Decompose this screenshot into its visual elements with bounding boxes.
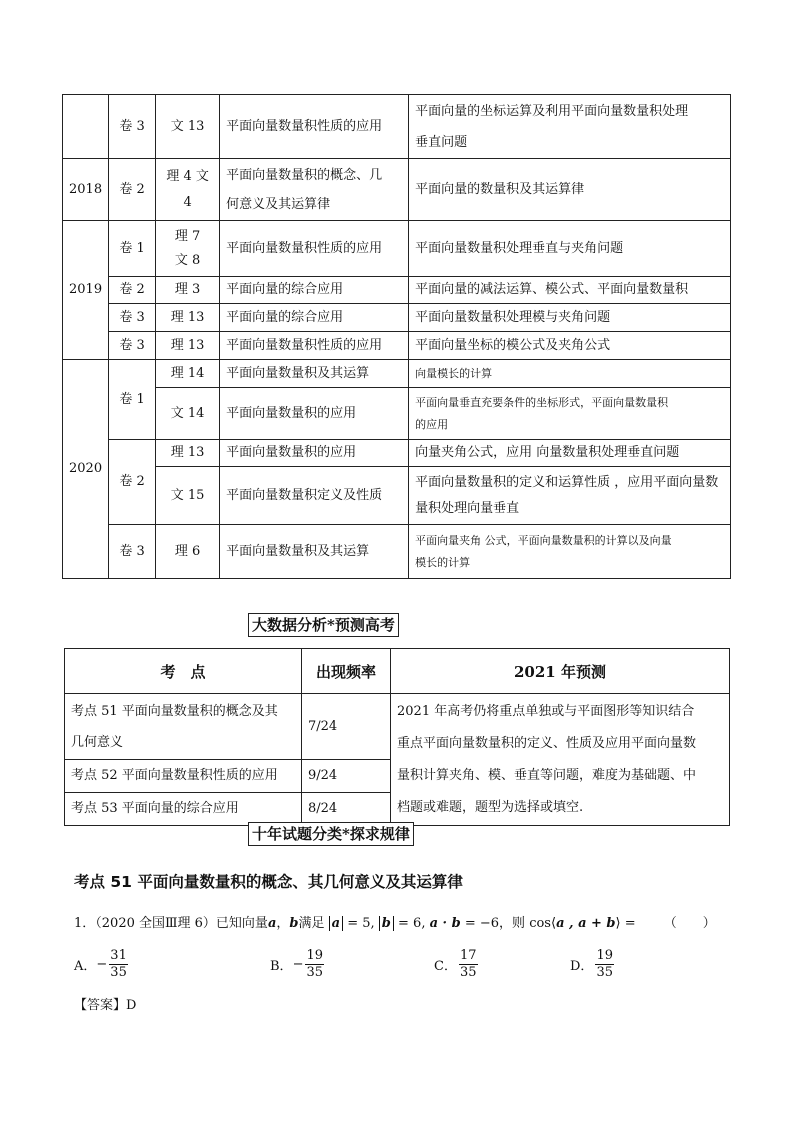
question-cell: 理 13 <box>156 304 220 332</box>
paper-cell: 卷 3 <box>109 332 156 360</box>
question-cell: 理 3 <box>156 277 220 304</box>
year-cell <box>63 95 109 159</box>
question-cell: 理 7 文 8 <box>156 221 220 277</box>
table-row <box>65 694 730 760</box>
table-row <box>63 332 731 360</box>
topic-cell: 平面向量数量积及其运算 <box>220 525 409 579</box>
exam-history-table <box>62 94 731 579</box>
detail-cell: 平面向量数量积处理垂直与夹角问题 <box>409 221 731 277</box>
frequency-cell: 7/24 <box>302 694 391 760</box>
dot-expr: a · b <box>429 916 461 931</box>
table-row <box>63 440 731 467</box>
paper-cell: 卷 1 <box>109 360 156 440</box>
topic-cell: 平面向量数量积性质的应用 <box>220 221 409 277</box>
frequency-table <box>64 648 730 826</box>
topic-cell: 平面向量数量积定义及性质 <box>220 467 409 525</box>
option-a[interactable]: A． − $\frac{31}{35}$ <box>74 948 127 980</box>
detail-cell: 平面向量的坐标运算及利用平面向量数量积处理 垂直问题 <box>409 95 731 159</box>
question-cell: 文 15 <box>156 467 220 525</box>
section-title-bigdata: 大数据分析*预测高考 <box>248 613 399 637</box>
question-cell: 理 13 <box>156 332 220 360</box>
detail-cell: 平面向量数量积的定义和运算性质 ，应用平面向量数 量积处理向量垂直 <box>409 467 731 525</box>
table-row <box>63 95 731 159</box>
section-title-decade: 十年试题分类*探求规律 <box>248 822 414 846</box>
option-d[interactable]: D． $\frac{19}{35}$ <box>570 948 613 980</box>
answer: 【答案】D <box>74 998 137 1013</box>
detail-cell: 平面向量垂直充要条件的坐标形式，平面向量数量积 的应用 <box>409 388 731 440</box>
table-row <box>63 525 731 579</box>
option-b[interactable]: B． − $\frac{19}{35}$ <box>270 948 324 980</box>
question-cell: 文 14 <box>156 388 220 440</box>
table-row <box>63 467 731 525</box>
abs-b: b <box>379 916 394 931</box>
paper-cell: 卷 2 <box>109 440 156 525</box>
topic-cell: 平面向量的综合应用 <box>220 277 409 304</box>
topic-cell: 平面向量的综合应用 <box>220 304 409 332</box>
fraction: $\frac{31}{35}$ <box>110 948 127 980</box>
table-row <box>63 159 731 221</box>
question-cell: 文 13 <box>156 95 220 159</box>
year-cell: 2018 <box>63 159 109 221</box>
cos-arg: a , a + b <box>556 916 616 931</box>
detail-cell: 平面向量的减法运算、模公式、平面向量数量积 <box>409 277 731 304</box>
question-cell: 理 6 <box>156 525 220 579</box>
question-cell: 理 4 文 4 <box>156 159 220 221</box>
option-c[interactable]: C． $\frac{17}{35}$ <box>434 948 477 980</box>
topic-cell: 平面向量数量积的应用 <box>220 388 409 440</box>
fraction: $\frac{19}{35}$ <box>306 948 324 980</box>
fraction: $\frac{17}{35}$ <box>459 948 477 980</box>
fraction: $\frac{19}{35}$ <box>596 948 613 980</box>
detail-cell: 平面向量数量积处理模与夹角问题 <box>409 304 731 332</box>
detail-cell: 平面向量的数量积及其运算律 <box>409 159 731 221</box>
paper-cell: 卷 2 <box>109 159 156 221</box>
table-row <box>63 221 731 277</box>
table-row <box>63 388 731 440</box>
table-row <box>63 360 731 388</box>
topic-cell: 平面向量数量积及其运算 <box>220 360 409 388</box>
paper-cell: 卷 3 <box>109 304 156 332</box>
topic-cell: 平面向量数量积性质的应用 <box>220 332 409 360</box>
paper-cell: 卷 3 <box>109 95 156 159</box>
frequency-cell: 8/24 <box>302 793 391 826</box>
paper-cell: 卷 3 <box>109 525 156 579</box>
paper-cell: 卷 1 <box>109 221 156 277</box>
detail-cell: 平面向量坐标的模公式及夹角公式 <box>409 332 731 360</box>
topic-cell: 平面向量数量积的概念、几 何意义及其运算律 <box>220 159 409 221</box>
year-cell: 2019 <box>63 221 109 360</box>
topic-cell: 平面向量数量积的应用 <box>220 440 409 467</box>
question-cell: 理 14 <box>156 360 220 388</box>
question-cell: 理 13 <box>156 440 220 467</box>
header-prediction: 2021 年预测 <box>391 649 730 694</box>
detail-cell: 向量模长的计算 <box>409 360 731 388</box>
detail-cell: 平面向量夹角 公式，平面向量数量积的计算以及向量 模长的计算 <box>409 525 731 579</box>
table-row <box>63 304 731 332</box>
table-header-row <box>65 649 730 694</box>
point-cell: 考点 51 平面向量数量积的概念及其 几何意义 <box>65 694 302 760</box>
topic-cell: 平面向量数量积性质的应用 <box>220 95 409 159</box>
header-point: 考 点 <box>65 649 302 694</box>
table-row <box>63 277 731 304</box>
year-cell: 2020 <box>63 360 109 579</box>
prediction-cell: 2021 年高考仍将重点单独或与平面图形等知识结合 重点平面向量数量积的定义、性质及应用平面向量数 量积计算夹角、模、垂直等问题，难度为基础题、中 档题或难题，题型为选择或填空. <box>391 694 730 826</box>
question-stem: 1．（2020 全国Ⅲ理 6）已知向量a，b满足 a = 5, b = 6, a · b = −6，则 cos⟨a , a + b⟩ = （ ） <box>74 916 716 931</box>
paper-cell: 卷 2 <box>109 277 156 304</box>
header-frequency: 出现频率 <box>302 649 391 694</box>
frequency-cell: 9/24 <box>302 760 391 793</box>
topic-heading: 考点 51 平面向量数量积的概念、其几何意义及其运算律 <box>74 873 463 891</box>
abs-a: a <box>329 916 343 931</box>
detail-cell: 向量夹角公式，应用 向量数量积处理垂直问题 <box>409 440 731 467</box>
point-cell: 考点 52 平面向量数量积性质的应用 <box>65 760 302 793</box>
point-cell: 考点 53 平面向量的综合应用 <box>65 793 302 826</box>
